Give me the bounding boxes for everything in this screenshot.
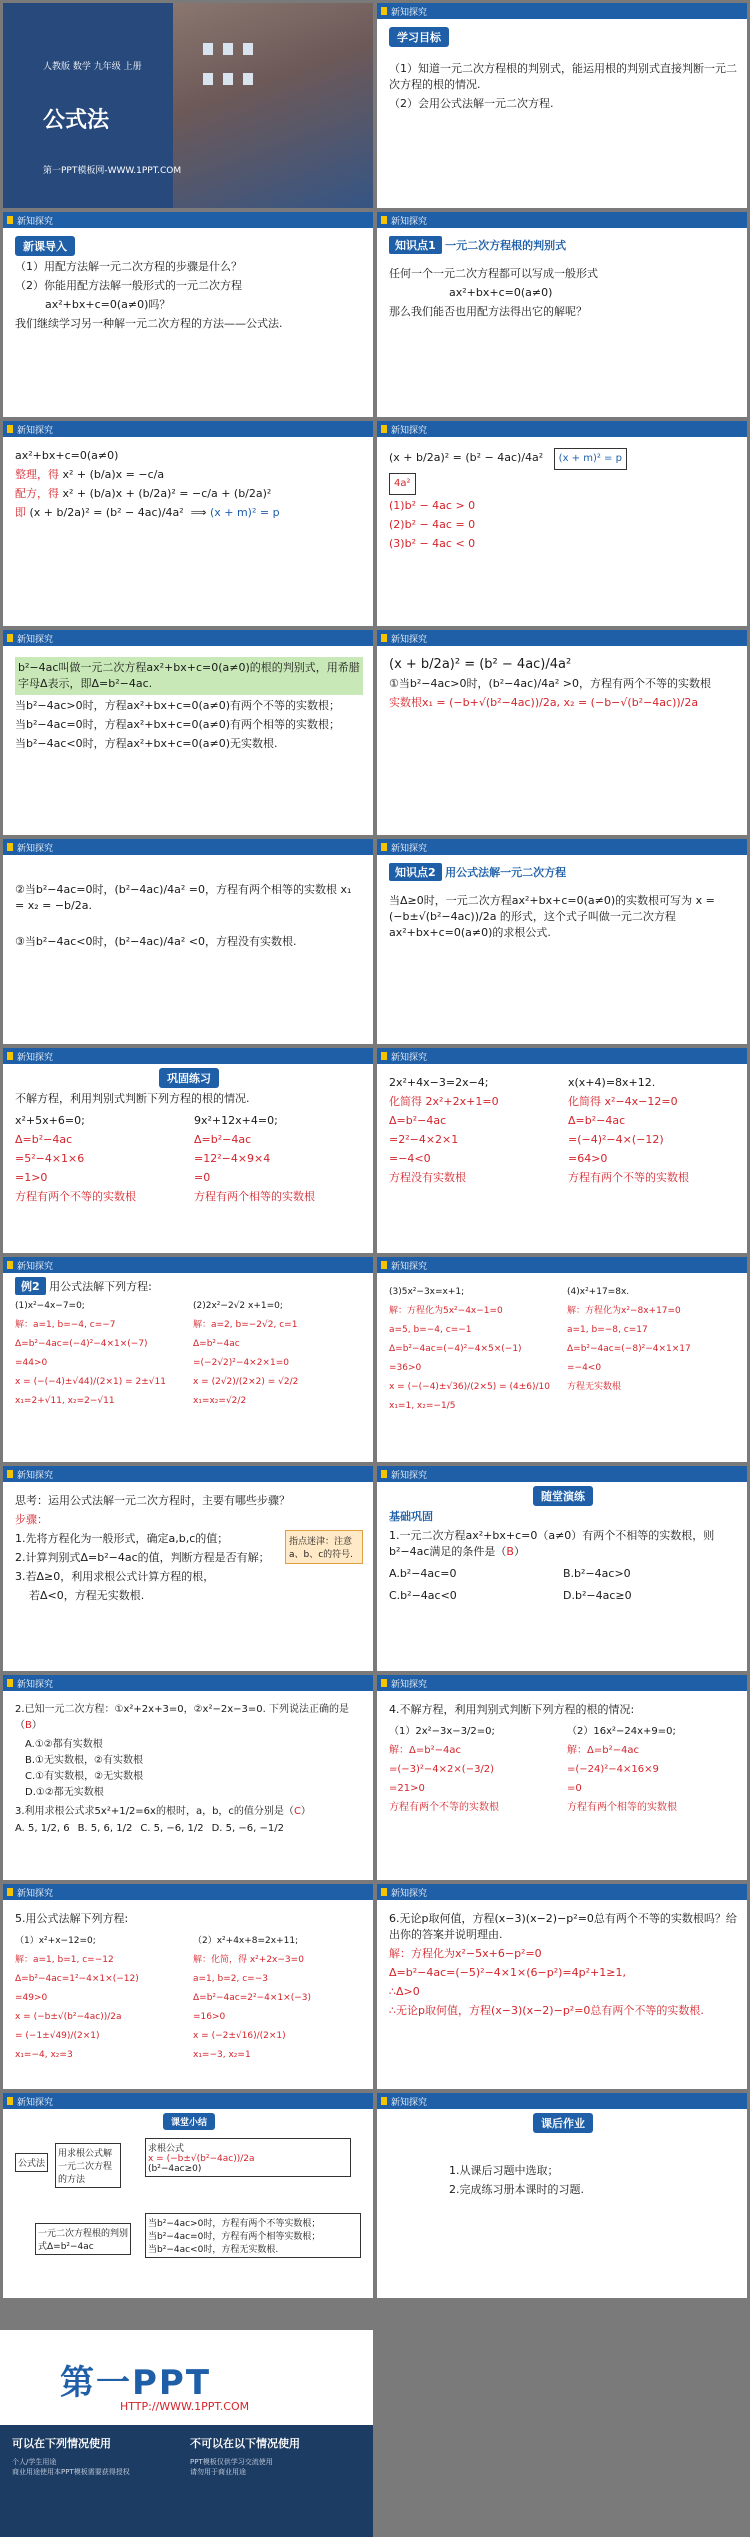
- q4l-3: =21>0: [389, 1783, 425, 1794]
- summary-formula-label: 求根公式: [148, 2144, 185, 2154]
- goal-2: （2）会用公式法解一元二次方程.: [389, 97, 554, 110]
- ex2a-4: x = (−(−4)±√44)/(2×1) = 2±√11: [15, 1377, 166, 1387]
- building-photo: [173, 3, 373, 208]
- goals-heading: 学习目标: [389, 27, 449, 47]
- header-mark: [7, 2097, 13, 2105]
- q4r-0: （2）16x²−24x+9=0;: [567, 1726, 676, 1737]
- quiz2-ans: B: [25, 1720, 32, 1731]
- deriv-rhs: (x + m)² = p: [209, 506, 280, 519]
- goal-1: （1）知道一元二次方程根的判别式，能运用根的判别式直接判断一元二次方程的根的情况.: [389, 62, 737, 91]
- deriv-eq: ax²+bx+c=0(a≠0): [15, 449, 119, 462]
- slide-header: [3, 1675, 373, 1691]
- quiz3-q: 3.利用求根公式求5x²+1/2=6x的根时，a，b，c的值分别是（: [15, 1806, 294, 1817]
- step-3: 3.若Δ≥0，利用求根公式计算方程的根，: [15, 1570, 215, 1583]
- header-title: 新知探究: [17, 844, 54, 854]
- slide-header: [3, 1466, 373, 1482]
- promo-url: HTTP://WWW.1PPT.COM: [120, 2400, 250, 2413]
- pl-0: x²+5x+6=0;: [15, 1114, 85, 1127]
- disc-r1: 当b²−4ac>0时，方程ax²+bx+c=0(a≠0)有两个不等的实数根；: [15, 699, 340, 712]
- window-decor: [203, 73, 213, 85]
- header-title: 新知探究: [17, 426, 54, 436]
- summary-r1: 当b²−4ac>0时，方程有两个不等实数根；: [148, 2219, 321, 2229]
- header-mark: [381, 425, 387, 433]
- pr-2: =12²−4×9×4: [194, 1152, 271, 1165]
- ex3a-2: a=5, b=−4, c=−1: [389, 1325, 472, 1335]
- disc-r2: 当b²−4ac=0时，方程ax²+bx+c=0(a≠0)有两个相等的实数根；: [15, 718, 340, 731]
- ex2b-5: x₁=x₂=√2/2: [193, 1396, 247, 1406]
- quiz4-q: 4.不解方程，利用判别式判断下列方程的根的情况:: [389, 1703, 635, 1716]
- knowledge1-slide: [377, 212, 747, 417]
- slide-header: [3, 839, 373, 855]
- p2r-0: x(x+4)=8x+12.: [568, 1076, 656, 1089]
- slide-header: [377, 1466, 747, 1482]
- header-title: 新知探究: [17, 1262, 54, 1272]
- p2l-2: Δ=b²−4ac: [389, 1114, 447, 1127]
- summary-heading: 课堂小结: [163, 2113, 215, 2130]
- q4l-1: 解：Δ=b²−4ac: [389, 1745, 461, 1756]
- header-mark: [381, 843, 387, 851]
- q4r-2: =(−24)²−4×16×9: [567, 1764, 659, 1775]
- intro-slide: [3, 212, 373, 417]
- empty-tile: [377, 2330, 750, 2537]
- case2-text: ②当b²−4ac=0时，(b²−4ac)/4a² =0，方程有两个相等的实数根 x₁ = x₂ = −b/2a.: [15, 883, 352, 912]
- ex2b-4: x = (2√2)/(2×2) = √2/2: [193, 1377, 299, 1387]
- ex3a-1: 解：方程化为5x²−4x−1=0: [389, 1306, 503, 1316]
- p2l-0: 2x²+4x−3=2x−4;: [389, 1076, 489, 1089]
- q5l-2: Δ=b²−4ac=1²−4×1×(−12): [15, 1974, 139, 1984]
- kp2-text: 当Δ≥0时，一元二次方程ax²+bx+c=0(a≠0)的实数根可写为 x = (−b±√(b²−4ac))/2a 的形式，这个式子叫做一元二次方程ax²+bx+c=0(a≠0)的求根公式.: [389, 894, 715, 939]
- header-mark: [381, 1470, 387, 1478]
- p2r-1: 化简得 x²−4x−12=0: [568, 1095, 678, 1108]
- knowledge2-slide: [377, 839, 747, 1044]
- homework-heading: 课后作业: [533, 2113, 593, 2133]
- drill-heading: 随堂演练: [533, 1486, 593, 1506]
- ex3b-0: (4)x²+17=8x.: [567, 1287, 630, 1297]
- derivation-slide: 新知探究 ax²+bx+c=0(a≠0) 整理，得 x² + (b/a)x = −c/a 配方，得 x² + (b/a)x + (b/2a)² = −c/a + (b/2a)² 即 (x + b/2a)² = (b² − 4ac)/4a² ⟹ (x + m)² = p: [3, 421, 373, 626]
- slide-header: [377, 1257, 747, 1273]
- ex2a-3: =44>0: [15, 1358, 48, 1368]
- pr-1: Δ=b²−4ac: [194, 1133, 252, 1146]
- header-title: 新知探究: [17, 1889, 54, 1899]
- summary-slide: [3, 2093, 373, 2298]
- step-2: 2.计算判别式Δ=b²−4ac的值，判断方程是否有解；: [15, 1551, 270, 1564]
- summary-formula-cond: (b²−4ac≥0): [148, 2164, 202, 2174]
- case23-slide: [3, 839, 373, 1044]
- header-title: 新知探究: [391, 2098, 428, 2108]
- slide-header: [377, 630, 747, 646]
- p2r-3: =(−4)²−4×(−12): [568, 1133, 664, 1146]
- intro-q2: （2）你能用配方法解一般形式的一元二次方程: [15, 279, 242, 292]
- ex2-a: [15, 1295, 185, 1412]
- header-mark: [381, 1052, 387, 1060]
- promo-col-disallowed: [190, 2435, 300, 2477]
- drill-opt-a: A.b²−4ac=0: [389, 1567, 457, 1580]
- q5l-6: x₁=−4, x₂=3: [15, 2050, 73, 2060]
- summary-formula-box: [145, 2138, 351, 2177]
- homework-slide: [377, 2093, 747, 2298]
- p2r-5: 方程有两个不等的实数根: [568, 1171, 689, 1184]
- kp2-tag: 知识点2: [389, 863, 442, 881]
- q4l-0: （1）2x²−3x−3/2=0;: [389, 1726, 495, 1737]
- example2-slide: [3, 1257, 373, 1462]
- promo-panel: [0, 2330, 373, 2537]
- header-title: 新知探究: [391, 1471, 428, 1481]
- q5r-0: （2）x²+4x+8=2x+11;: [193, 1936, 299, 1946]
- pr-3: =0: [194, 1171, 211, 1184]
- quiz4-left: [389, 1721, 559, 1819]
- q5l-5: = (−1±√49)/(2×1): [15, 2031, 100, 2041]
- p2r-4: =64>0: [568, 1152, 608, 1165]
- practice-left: [15, 1110, 184, 1208]
- slide-header: [377, 212, 747, 228]
- slide-header: [377, 1048, 747, 1064]
- slide-header: [3, 1257, 373, 1273]
- header-title: 新知探究: [17, 1471, 54, 1481]
- slide-header: [3, 630, 373, 646]
- discriminant-def: b²−4ac叫做一元二次方程ax²+bx+c=0(a≠0)的根的判别式，用希腊字母Δ表示，即Δ=b²−4ac.: [15, 657, 363, 695]
- homework-2: 2.完成练习册本课时的习题.: [449, 2183, 584, 2196]
- quiz3-opt-c: C. 5, −6, 1/2: [140, 1823, 204, 1834]
- summary-method: 用求根公式解一元二次方程的方法: [55, 2143, 121, 2188]
- quiz6-a0: 解：方程化为x²−5x+6−p²=0: [389, 1947, 542, 1960]
- ex3a-3: Δ=b²−4ac=(−4)²−4×5×(−1): [389, 1344, 522, 1354]
- case3-text: ③当b²−4ac<0时，(b²−4ac)/4a² <0，方程没有实数根.: [15, 935, 297, 948]
- header-mark: [7, 1888, 13, 1896]
- case-3: (3)b² − 4ac < 0: [389, 537, 476, 550]
- quiz2-opt-c: C.①有实数根，②无实数根: [25, 1771, 144, 1782]
- case1-l2: 实数根x₁ = (−b+√(b²−4ac))/2a, x₂ = (−b−√(b²−4ac))/2a: [389, 696, 699, 709]
- drill-opt-b: B.b²−4ac>0: [563, 1567, 631, 1580]
- ex2b-1: 解：a=2, b=−2√2, c=1: [193, 1320, 298, 1330]
- quiz3-opt-a: A. 5, 1/2, 6: [15, 1823, 70, 1834]
- window-decor: [223, 43, 233, 55]
- pl-1: Δ=b²−4ac: [15, 1133, 73, 1146]
- header-mark: [7, 1052, 13, 1060]
- cases-diagram-slide: 新知探究 (x + b/2a)² = (b² − 4ac)/4a² (x + m)² = p 4a² (1)b² − 4ac > 0 (2)b² − 4ac = 0 (3)b² − 4ac < 0: [377, 421, 747, 626]
- slide-header: [3, 1884, 373, 1900]
- promo-col2-l0: PPT模板仅供学习交流使用: [190, 2458, 273, 2466]
- header-mark: [381, 1888, 387, 1896]
- steps-label: 步骤：: [15, 1513, 48, 1526]
- header-mark: [7, 843, 13, 851]
- header-title: 新知探究: [391, 635, 428, 645]
- header-mark: [381, 2097, 387, 2105]
- p2l-1: 化简得 2x²+2x+1=0: [389, 1095, 499, 1108]
- disc-r3: 当b²−4ac<0时，方程ax²+bx+c=0(a≠0)无实数根.: [15, 737, 278, 750]
- quiz5-right: [193, 1930, 363, 2066]
- p2l-3: =2²−4×2×1: [389, 1133, 459, 1146]
- slide-header: [3, 2093, 373, 2109]
- kp-heading: 一元二次方程根的判别式: [445, 239, 567, 252]
- pr-0: 9x²+12x+4=0;: [194, 1114, 278, 1127]
- pl-2: =5²−4×1×6: [15, 1152, 85, 1165]
- case1-slide: 新知探究 (x + b/2a)² = (b² − 4ac)/4a² ①当b²−4ac>0时，(b²−4ac)/4a² >0，方程有两个不等的实数根 实数根x₁ = (−b+√(b²−4ac))/2a, x₂ = (−b−√(b²−4ac))/2a: [377, 630, 747, 835]
- quiz5-left: [15, 1930, 185, 2066]
- p2l-4: =−4<0: [389, 1152, 431, 1165]
- drill-close: ）: [513, 1545, 525, 1558]
- summary-r2: 当b²−4ac=0时，方程有两个相等实数根；: [148, 2232, 321, 2242]
- ex3a-5: x = (−(−4)±√36)/(2×5) = (4±6)/10: [389, 1382, 550, 1392]
- intro-eq: ax²+bx+c=0(a≠0)吗？: [45, 298, 171, 311]
- drill-q: 1.一元二次方程ax²+bx+c=0（a≠0）有两个不相等的实数根，则b²−4ac满足的条件是（: [389, 1529, 715, 1558]
- header-title: 新知探究: [391, 8, 428, 18]
- practice-intro: 不解方程，利用判别式判断下列方程的根的情况.: [15, 1092, 250, 1105]
- ex3b-1: 解：方程化为x²−8x+17=0: [567, 1306, 681, 1316]
- ex3a-4: =36>0: [389, 1363, 422, 1373]
- drill-opt-c: C.b²−4ac<0: [389, 1589, 457, 1602]
- drill-opt-d: D.b²−4ac≥0: [563, 1589, 632, 1602]
- quiz5-q: 5.用公式法解下列方程:: [15, 1912, 129, 1925]
- header-mark: [7, 1261, 13, 1269]
- ex3a-6: x₁=1, x₂=−1/5: [389, 1401, 456, 1411]
- deriv-step1: 整理，得: [15, 468, 59, 481]
- header-title: 新知探究: [17, 2098, 54, 2108]
- q4r-1: 解：Δ=b²−4ac: [567, 1745, 639, 1756]
- q4l-2: =(−3)²−4×2×(−3/2): [389, 1764, 495, 1775]
- cases-label: (x + m)² = p: [554, 448, 627, 470]
- header-mark: [381, 7, 387, 15]
- step-1: 1.先将方程化为一般形式，确定a,b,c的值；: [15, 1532, 229, 1545]
- slide-header: [3, 421, 373, 437]
- kp-l2: ax²+bx+c=0(a≠0): [449, 286, 553, 299]
- discriminant-slide: [3, 630, 373, 835]
- quiz4-right: [567, 1721, 737, 1819]
- intro-heading: 新课导入: [15, 236, 75, 256]
- quiz4-slide: [377, 1675, 747, 1880]
- deriv-step3: 即: [15, 506, 26, 519]
- ex2a-2: Δ=b²−4ac=(−4)²−4×1×(−7): [15, 1339, 148, 1349]
- ex3b-4: =−4<0: [567, 1363, 602, 1373]
- p2r-2: Δ=b²−4ac: [568, 1114, 626, 1127]
- ex3b-5: 方程无实数根: [567, 1382, 622, 1392]
- case1-l1: ①当b²−4ac>0时，(b²−4ac)/4a² >0，方程有两个不等的实数根: [389, 677, 712, 690]
- header-mark: [7, 634, 13, 642]
- kp-tag: 知识点1: [389, 236, 442, 254]
- ex3-a: [389, 1281, 559, 1417]
- p2-left: [389, 1072, 558, 1189]
- tip-note: 指点迷津：注意a、b、c的符号.: [285, 1530, 363, 1564]
- steps-q: 思考：运用公式法解一元二次方程时，主要有哪些步骤？: [15, 1494, 290, 1507]
- header-mark: [381, 1261, 387, 1269]
- header-title: 新知探究: [391, 1680, 428, 1690]
- cases-a: 4a²: [389, 473, 416, 495]
- window-decor: [203, 43, 213, 55]
- ex3b-3: Δ=b²−4ac=(−8)²−4×1×17: [567, 1344, 691, 1354]
- ex2b-3: =(−2√2)²−4×2×1=0: [193, 1358, 289, 1368]
- practice-heading: 巩固练习: [159, 1068, 219, 1088]
- header-title: 新知探究: [391, 1053, 428, 1063]
- header-title: 新知探究: [17, 217, 54, 227]
- q5l-1: 解：a=1, b=1, c=−12: [15, 1955, 114, 1965]
- pl-4: 方程有两个不等的实数根: [15, 1190, 136, 1203]
- quiz6-a2: ∴Δ>0: [389, 1985, 420, 1998]
- p2l-5: 方程没有实数根: [389, 1171, 466, 1184]
- quiz-slide: 新知探究 2.已知一元二次方程：①x²+2x+3=0，②x²−2x−3=0. 下列说法正确的是（B） A.①②都有实数根 B.①无实数根，②有实数根 C.①有实数根，②无实数根 D.①②都无实数根 3.利用求根公式求5x²+1/2=6x的根时，a，b，c的值分别是（C） A. 5, 1/2, 6 B. 5, 6, 1/2 C. 5, −6, 1/2 D. 5, −6, −1/2: [3, 1675, 373, 1880]
- quiz3-ans: C: [293, 1806, 301, 1817]
- slide-header: [377, 1884, 747, 1900]
- drill-ans: B: [506, 1545, 514, 1558]
- header-mark: [7, 1470, 13, 1478]
- slide-header: [3, 1048, 373, 1064]
- q5l-3: =49>0: [15, 1993, 48, 2003]
- q4l-4: 方程有两个不等的实数根: [389, 1802, 499, 1813]
- q5r-6: x₁=−3, x₂=1: [193, 2050, 251, 2060]
- ex2-tag: 例2: [15, 1277, 46, 1295]
- kp-l3: 那么我们能否也用配方法得出它的解呢？: [389, 305, 587, 318]
- ex3-b: [567, 1281, 737, 1417]
- deriv-step2: 配方，得: [15, 487, 59, 500]
- drill-slide: [377, 1466, 747, 1671]
- quiz6-slide: [377, 1884, 747, 2089]
- goals-slide: [377, 3, 747, 208]
- case-2: (2)b² − 4ac = 0: [389, 518, 476, 531]
- practice-right: [194, 1110, 363, 1208]
- header-title: 新知探究: [17, 1053, 54, 1063]
- header-title: 新知探究: [17, 635, 54, 645]
- kp-l1: 任何一个一元二次方程都可以写成一般形式: [389, 267, 598, 280]
- q4r-4: 方程有两个相等的实数根: [567, 1802, 677, 1813]
- q5r-2: a=1, b=2, c=−3: [193, 1974, 268, 1984]
- header-title: 新知探究: [391, 1262, 428, 1272]
- q5r-1: 解：化简，得 x²+2x−3=0: [193, 1955, 304, 1965]
- intro-q1: （1）用配方法解一元二次方程的步骤是什么？: [15, 260, 242, 273]
- quiz2-q: 2.已知一元二次方程：①x²+2x+3=0，②x²−2x−3=0. 下列说法正确的是（: [15, 1704, 349, 1731]
- summary-formula: x = (−b±√(b²−4ac))/2a: [148, 2154, 255, 2164]
- quiz3-opt-d: D. 5, −6, −1/2: [211, 1823, 284, 1834]
- cover-subtitle: 人教版 数学 九年级 上册: [43, 62, 142, 72]
- promo-logo: 第一PPT: [60, 2363, 212, 2403]
- ex2b-0: (2)2x²−2√2 x+1=0;: [193, 1301, 283, 1311]
- q5r-4: =16>0: [193, 2012, 226, 2022]
- homework-1: 1.从课后习题中选取；: [449, 2164, 559, 2177]
- window-decor: [243, 73, 253, 85]
- q5l-0: （1）x²+x−12=0;: [15, 1936, 96, 1946]
- ex2-b: [193, 1295, 363, 1412]
- header-title: 新知探究: [391, 844, 428, 854]
- header-mark: [7, 216, 13, 224]
- p2-right: [568, 1072, 737, 1189]
- case-1: (1)b² − 4ac > 0: [389, 499, 476, 512]
- slide-header: [377, 1675, 747, 1691]
- ex2-heading: 用公式法解下列方程:: [49, 1280, 152, 1293]
- header-title: 新知探究: [391, 217, 428, 227]
- steps-slide: [3, 1466, 373, 1671]
- summary-disc: 一元二次方程根的判别式Δ=b²−4ac: [35, 2223, 131, 2255]
- summary-r3: 当b²−4ac<0时，方程无实数根.: [148, 2245, 279, 2255]
- drill-sub: 基础巩固: [389, 1510, 433, 1523]
- cover-site: 第一PPT模板网-WWW.1PPT.COM: [43, 166, 182, 176]
- intro-l3: 我们继续学习另一种解一元二次方程的方法——公式法.: [15, 317, 283, 330]
- cover-slide: [3, 3, 373, 208]
- quiz2-opt-b: B.①无实数根，②有实数根: [25, 1755, 143, 1766]
- summary-root: 公式法: [15, 2153, 48, 2172]
- q5r-3: Δ=b²−4ac=2²−4×1×(−3): [193, 1993, 311, 2003]
- ex2a-5: x₁=2+√11, x₂=2−√11: [15, 1396, 115, 1406]
- header-title: 新知探究: [391, 1889, 428, 1899]
- pl-3: =1>0: [15, 1171, 48, 1184]
- header-mark: [381, 216, 387, 224]
- promo-col1-title: 可以在下列情况使用: [12, 2437, 111, 2450]
- slide-header: [3, 212, 373, 228]
- window-decor: [243, 43, 253, 55]
- quiz2-opt-a: A.①②都有实数根: [25, 1739, 103, 1750]
- ex3a-0: (3)5x²−3x=x+1;: [389, 1287, 465, 1297]
- quiz2-opt-d: D.①②都无实数根: [25, 1787, 104, 1798]
- quiz6-q: 6.无论p取何值，方程(x−3)(x−2)−p²=0总有两个不等的实数根吗？给出你的答案并说明理由.: [389, 1912, 737, 1941]
- pr-4: 方程有两个相等的实数根: [194, 1190, 315, 1203]
- practice-slide: [3, 1048, 373, 1253]
- q4r-3: =0: [567, 1783, 582, 1794]
- slide-header: [377, 3, 747, 19]
- q5l-4: x = (−b±√(b²−4ac))/2a: [15, 2012, 122, 2022]
- ex2a-0: (1)x²−4x−7=0;: [15, 1301, 85, 1311]
- promo-footer: [0, 2425, 373, 2537]
- quiz6-a1: Δ=b²−4ac=(−5)²−4×1×(6−p²)=4p²+1≥1,: [389, 1966, 626, 1979]
- slide-header: [377, 2093, 747, 2109]
- quiz6-a3: ∴无论p取何值，方程(x−3)(x−2)−p²=0总有两个不等的实数根.: [389, 2004, 704, 2017]
- ex3b-2: a=1, b=−8, c=17: [567, 1325, 648, 1335]
- header-mark: [7, 425, 13, 433]
- practice2-slide: [377, 1048, 747, 1253]
- ex2a-1: 解：a=1, b=−4, c=−7: [15, 1320, 116, 1330]
- window-decor: [223, 73, 233, 85]
- quiz3-opt-b: B. 5, 6, 1/2: [77, 1823, 133, 1834]
- quiz5-slide: [3, 1884, 373, 2089]
- header-title: 新知探究: [17, 1680, 54, 1690]
- cover-title: 公式法: [43, 108, 110, 133]
- header-mark: [7, 1679, 13, 1687]
- example2b-slide: [377, 1257, 747, 1462]
- q5r-5: x = (−2±√16)/(2×1): [193, 2031, 286, 2041]
- promo-col-allowed: [12, 2435, 130, 2477]
- promo-col2-title: 不可以在以下情况使用: [190, 2437, 300, 2450]
- slide-header: [377, 839, 747, 855]
- promo-col2-l1: 请勿用于商业用途: [190, 2468, 246, 2476]
- header-mark: [381, 634, 387, 642]
- kp2-heading: 用公式法解一元二次方程: [445, 866, 567, 879]
- promo-col1-l0: 个人/学生用途: [12, 2458, 57, 2466]
- header-mark: [381, 1679, 387, 1687]
- header-title: 新知探究: [391, 426, 428, 436]
- promo-col1-l1: 商业用途使用本PPT模板需要获得授权: [12, 2468, 130, 2476]
- ex2b-2: Δ=b²−4ac: [193, 1339, 240, 1349]
- slide-header: [377, 421, 747, 437]
- step-4: 若Δ<0，方程无实数根.: [29, 1589, 145, 1602]
- summary-cases: [145, 2213, 361, 2258]
